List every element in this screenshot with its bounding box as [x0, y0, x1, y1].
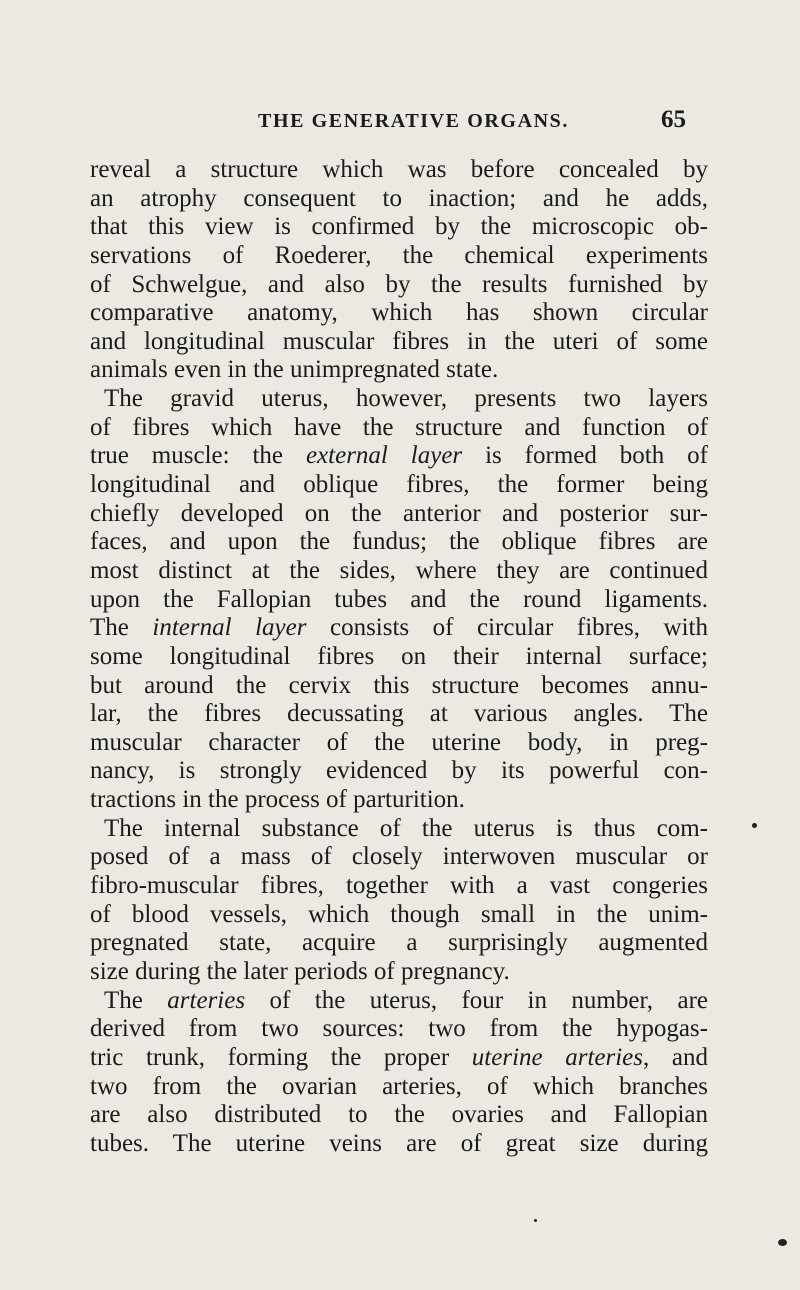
text-line: posed of a mass of closely interwoven muscular or	[90, 843, 708, 871]
text-line: are also distributed to the ovaries and Fallopian	[90, 1101, 708, 1129]
text-line: of blood vessels, which though small in the unim-	[90, 900, 708, 928]
text-line: longitudinal and oblique fibres, the former being	[90, 471, 708, 499]
text-line: The gravid uterus, however, presents two layers	[104, 385, 708, 413]
body-text	[90, 156, 708, 1158]
text-line: servations of Roederer, the chemical experiments	[90, 241, 708, 269]
text-line: pregnated state, acquire a surprisingly augmented	[90, 929, 708, 957]
text-line: faces, and upon the fundus; the oblique fibres are	[90, 528, 708, 556]
text-line: lar, the fibres decussating at various angles. The	[90, 700, 708, 728]
text-line: true muscle: the external layer is formed both of	[90, 442, 708, 470]
text-line: an atrophy consequent to inaction; and he adds,	[90, 184, 708, 212]
ink-blot-mark	[778, 1239, 787, 1246]
text-line: The internal substance of the uterus is thus com-	[104, 814, 708, 842]
text-line: that this view is confirmed by the microscopic ob-	[90, 213, 708, 241]
text-line: chiefly developed on the anterior and posterior sur-	[90, 499, 708, 527]
text-line: of fibres which have the structure and function of	[90, 413, 708, 441]
emphasis-arteries: arteries	[167, 986, 246, 1014]
text-line: The internal layer consists of circular fibres, with	[90, 614, 709, 642]
text-line: muscular character of the uterine body, in preg-	[90, 728, 708, 756]
text-line: two from the ovarian arteries, of which branches	[90, 1072, 708, 1100]
text-line: derived from two sources: two from the hypogas-	[90, 1015, 708, 1043]
text-line: but around the cervix this structure becomes annu-	[90, 671, 708, 699]
emphasis-uterine-arteries: uterine arteries	[471, 1043, 644, 1071]
text-line: animals even in the unimpregnated state.	[90, 356, 499, 384]
text-line: of Schwelgue, and also by the results furnished by	[90, 270, 708, 298]
ink-tick-mark	[534, 1219, 537, 1222]
text-line: tric trunk, forming the proper uterine arteries, and	[90, 1043, 708, 1071]
text-line: tubes. The uterine veins are of great size during	[90, 1129, 708, 1157]
page-number: 65	[661, 106, 686, 133]
text-line: size during the later periods of pregnancy.	[90, 957, 510, 985]
text-line: The arteries of the uterus, four in number, are	[104, 986, 708, 1014]
emphasis-internal-layer: internal layer	[152, 614, 307, 642]
text-line: most distinct at the sides, where they are continued	[90, 556, 708, 584]
text-line: nancy, is strongly evidenced by its powerful con-	[90, 757, 708, 785]
text-line: upon the Fallopian tubes and the round ligaments.	[90, 585, 708, 613]
ink-dot-mark	[752, 823, 757, 828]
text-line: fibro-muscular fibres, together with a vast congeries	[90, 872, 708, 900]
text-line: tractions in the process of parturition.	[90, 786, 465, 814]
running-title: THE GENERATIVE ORGANS.	[258, 110, 569, 132]
emphasis-external-layer: external layer	[305, 442, 463, 470]
text-line: comparative anatomy, which has shown circular	[90, 299, 708, 327]
page-header	[258, 106, 686, 140]
text-line: some longitudinal fibres on their internal surface;	[90, 642, 708, 670]
text-line: reveal a structure which was before concealed by	[90, 156, 708, 183]
text-line: and longitudinal muscular fibres in the uteri of some	[90, 327, 708, 355]
